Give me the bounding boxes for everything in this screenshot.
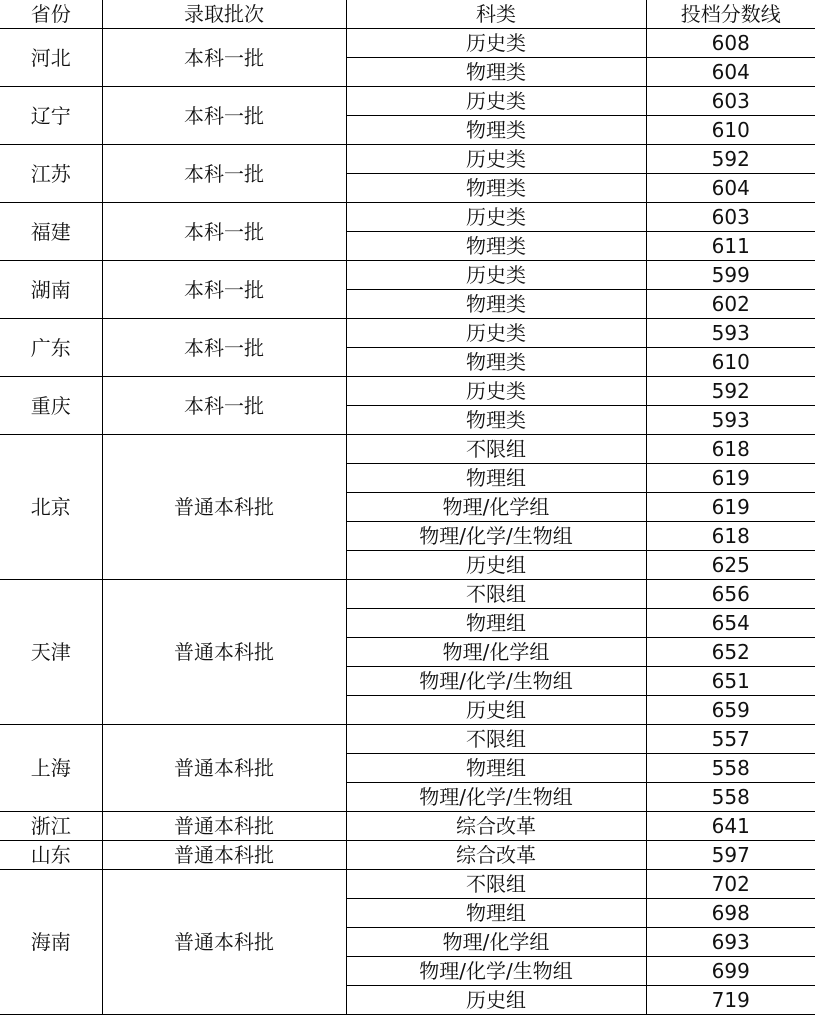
category-cell: 综合改革 bbox=[346, 812, 646, 841]
score-cell: 557 bbox=[646, 725, 815, 754]
category-cell: 物理类 bbox=[346, 116, 646, 145]
table-row bbox=[0, 261, 815, 290]
category-cell: 物理/化学组 bbox=[346, 638, 646, 667]
province-cell: 上海 bbox=[0, 725, 102, 812]
category-cell: 历史类 bbox=[346, 29, 646, 58]
score-cell: 699 bbox=[646, 957, 815, 986]
batch-cell: 本科一批 bbox=[102, 203, 346, 261]
score-cell: 625 bbox=[646, 551, 815, 580]
table-row bbox=[0, 319, 815, 348]
score-cell: 593 bbox=[646, 406, 815, 435]
category-cell: 物理/化学/生物组 bbox=[346, 957, 646, 986]
province-cell: 江苏 bbox=[0, 145, 102, 203]
province-cell: 山东 bbox=[0, 841, 102, 870]
province-cell: 浙江 bbox=[0, 812, 102, 841]
table-header bbox=[0, 0, 815, 29]
header-row bbox=[0, 0, 815, 29]
category-cell: 综合改革 bbox=[346, 841, 646, 870]
table-body bbox=[0, 29, 815, 1015]
batch-cell: 本科一批 bbox=[102, 87, 346, 145]
category-cell: 历史类 bbox=[346, 377, 646, 406]
category-cell: 物理/化学组 bbox=[346, 928, 646, 957]
category-cell: 历史类 bbox=[346, 319, 646, 348]
score-cell: 698 bbox=[646, 899, 815, 928]
category-cell: 物理组 bbox=[346, 754, 646, 783]
batch-cell: 本科一批 bbox=[102, 145, 346, 203]
score-cell: 656 bbox=[646, 580, 815, 609]
batch-cell: 本科一批 bbox=[102, 261, 346, 319]
province-cell: 北京 bbox=[0, 435, 102, 580]
table-row bbox=[0, 841, 815, 870]
category-cell: 不限组 bbox=[346, 725, 646, 754]
table-row bbox=[0, 87, 815, 116]
category-cell: 历史类 bbox=[346, 145, 646, 174]
table-row bbox=[0, 870, 815, 899]
table-row bbox=[0, 725, 815, 754]
batch-cell: 本科一批 bbox=[102, 377, 346, 435]
category-cell: 历史组 bbox=[346, 986, 646, 1015]
score-cell: 597 bbox=[646, 841, 815, 870]
batch-cell: 普通本科批 bbox=[102, 435, 346, 580]
category-cell: 物理组 bbox=[346, 464, 646, 493]
score-cell: 608 bbox=[646, 29, 815, 58]
province-cell: 福建 bbox=[0, 203, 102, 261]
batch-cell: 本科一批 bbox=[102, 319, 346, 377]
category-cell: 物理/化学/生物组 bbox=[346, 783, 646, 812]
category-cell: 不限组 bbox=[346, 580, 646, 609]
batch-cell: 普通本科批 bbox=[102, 812, 346, 841]
batch-cell: 本科一批 bbox=[102, 29, 346, 87]
table-row bbox=[0, 203, 815, 232]
batch-cell: 普通本科批 bbox=[102, 725, 346, 812]
province-cell: 重庆 bbox=[0, 377, 102, 435]
header-province: 省份 bbox=[0, 0, 102, 29]
province-cell: 河北 bbox=[0, 29, 102, 87]
header-batch: 录取批次 bbox=[102, 0, 346, 29]
score-cell: 558 bbox=[646, 783, 815, 812]
table-row bbox=[0, 580, 815, 609]
category-cell: 物理/化学组 bbox=[346, 493, 646, 522]
category-cell: 物理组 bbox=[346, 609, 646, 638]
score-cell: 693 bbox=[646, 928, 815, 957]
province-cell: 天津 bbox=[0, 580, 102, 725]
score-cell: 618 bbox=[646, 522, 815, 551]
score-cell: 618 bbox=[646, 435, 815, 464]
score-cell: 611 bbox=[646, 232, 815, 261]
category-cell: 物理类 bbox=[346, 58, 646, 87]
table-row bbox=[0, 435, 815, 464]
category-cell: 不限组 bbox=[346, 435, 646, 464]
score-cell: 592 bbox=[646, 377, 815, 406]
province-cell: 广东 bbox=[0, 319, 102, 377]
score-cell: 654 bbox=[646, 609, 815, 638]
score-cell: 651 bbox=[646, 667, 815, 696]
category-cell: 历史类 bbox=[346, 87, 646, 116]
category-cell: 物理组 bbox=[346, 899, 646, 928]
batch-cell: 普通本科批 bbox=[102, 841, 346, 870]
category-cell: 物理/化学/生物组 bbox=[346, 667, 646, 696]
category-cell: 不限组 bbox=[346, 870, 646, 899]
batch-cell: 普通本科批 bbox=[102, 870, 346, 1015]
category-cell: 物理/化学/生物组 bbox=[346, 522, 646, 551]
score-cell: 599 bbox=[646, 261, 815, 290]
score-cell: 641 bbox=[646, 812, 815, 841]
category-cell: 物理类 bbox=[346, 232, 646, 261]
province-cell: 辽宁 bbox=[0, 87, 102, 145]
province-cell: 海南 bbox=[0, 870, 102, 1015]
batch-cell: 普通本科批 bbox=[102, 580, 346, 725]
score-cell: 610 bbox=[646, 348, 815, 377]
score-cell: 592 bbox=[646, 145, 815, 174]
score-cell: 652 bbox=[646, 638, 815, 667]
category-cell: 物理类 bbox=[346, 290, 646, 319]
category-cell: 物理类 bbox=[346, 348, 646, 377]
score-cell: 558 bbox=[646, 754, 815, 783]
table-row bbox=[0, 812, 815, 841]
table-row bbox=[0, 29, 815, 58]
category-cell: 历史类 bbox=[346, 203, 646, 232]
score-cell: 659 bbox=[646, 696, 815, 725]
category-cell: 历史组 bbox=[346, 696, 646, 725]
header-score: 投档分数线 bbox=[646, 0, 815, 29]
category-cell: 物理类 bbox=[346, 406, 646, 435]
table-row bbox=[0, 377, 815, 406]
score-cell: 702 bbox=[646, 870, 815, 899]
category-cell: 物理类 bbox=[346, 174, 646, 203]
score-cell: 604 bbox=[646, 174, 815, 203]
score-cell: 593 bbox=[646, 319, 815, 348]
table-row bbox=[0, 145, 815, 174]
score-cell: 619 bbox=[646, 464, 815, 493]
score-cell: 610 bbox=[646, 116, 815, 145]
score-cell: 603 bbox=[646, 203, 815, 232]
category-cell: 历史类 bbox=[346, 261, 646, 290]
header-category: 科类 bbox=[346, 0, 646, 29]
score-cell: 619 bbox=[646, 493, 815, 522]
score-cell: 604 bbox=[646, 58, 815, 87]
province-cell: 湖南 bbox=[0, 261, 102, 319]
category-cell: 历史组 bbox=[346, 551, 646, 580]
score-cell: 719 bbox=[646, 986, 815, 1015]
score-cell: 603 bbox=[646, 87, 815, 116]
score-cell: 602 bbox=[646, 290, 815, 319]
